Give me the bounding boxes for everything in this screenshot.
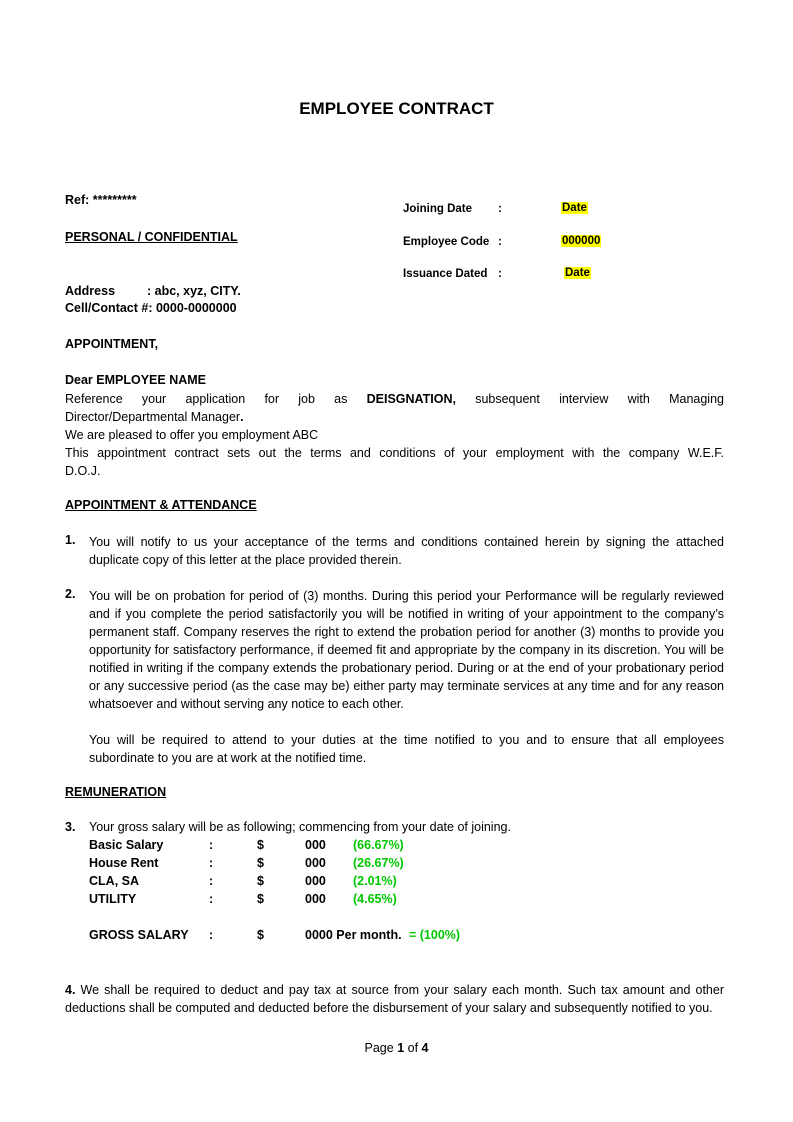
item-4: [65, 981, 724, 1017]
total-pages: 4: [421, 1041, 429, 1055]
terms-text-line2: D.O.J.: [65, 464, 101, 478]
salary-amount: 000: [305, 874, 326, 888]
salary-amount: 000: [305, 892, 326, 906]
salary-currency: $: [257, 874, 264, 888]
offer-text: We are pleased to offer you employment ABC: [65, 428, 319, 442]
item-number-1: 1.: [65, 533, 76, 547]
page-footer: [0, 1041, 793, 1055]
salary-currency: $: [257, 838, 264, 852]
salary-label: House Rent: [89, 856, 159, 870]
reference-paragraph-line1: [65, 390, 724, 408]
reference-text-post: subsequent interview with Managing: [475, 392, 724, 406]
item-text-2: You will be on probation for period of (3) months. During this period your Performance will be regularly reviewed and if you complete the period satisfactorily you will be notified in writing of your appointment to the company’s permanent staff. Company reserves the right to extend the probation period for another (3) months to provide you opportunity for satisfactory performance, if deemed fit and appropriate by the company in its discretion. You will be notified in writing if the company extends the probationary period. During or at the end of your probationary period or any successive period (as the case may be) either party may terminate services at any time and for any reason whatsoever and without serving any notice to each other.: [89, 589, 724, 711]
contact-number: Cell/Contact #: 0000-0000000: [65, 301, 237, 315]
terms-text-line1: This appointment contract sets out the terms and conditions of your employment with the company W.E.F.: [65, 446, 724, 460]
item-number-3: 3.: [65, 820, 76, 834]
address-value: : abc, xyz, CITY.: [147, 284, 241, 298]
employee-code-label: Employee Code: [403, 236, 490, 248]
item-text-2b: You will be required to attend to your duties at the time notified to you and to ensure that all employees subordinate to you are at work at the notified time.: [89, 733, 724, 765]
of-word: of: [407, 1041, 419, 1055]
appointment-heading: APPOINTMENT,: [65, 337, 159, 351]
reference-text-dot: .: [240, 410, 244, 424]
gross-salary-currency: $: [257, 928, 264, 942]
greeting: Dear EMPLOYEE NAME: [65, 373, 207, 387]
salary-label: CLA, SA: [89, 874, 139, 888]
joining-date-colon: :: [498, 203, 502, 215]
salary-colon: :: [209, 892, 214, 906]
salary-colon: :: [209, 856, 214, 870]
item-text-3: Your gross salary will be as following; commencing from your date of joining.: [89, 820, 511, 834]
gross-salary-label: GROSS SALARY: [89, 928, 189, 942]
salary-amount: 000: [305, 838, 326, 852]
page-word: Page: [364, 1041, 394, 1055]
gross-salary-amount: 0000 Per month.: [305, 928, 402, 942]
confidential-label: PERSONAL / CONFIDENTIAL: [65, 230, 238, 244]
salary-currency: $: [257, 856, 264, 870]
salary-amount: 000: [305, 856, 326, 870]
issuance-date-colon: :: [498, 268, 502, 280]
section-remuneration: REMUNERATION: [65, 785, 167, 799]
salary-percentage: (66.67%): [353, 838, 404, 852]
employee-code-colon: :: [498, 236, 502, 248]
current-page: 1: [397, 1041, 405, 1055]
salary-label: Basic Salary: [89, 838, 164, 852]
salary-colon: :: [209, 838, 214, 852]
reference-number: Ref: *********: [65, 193, 137, 207]
page-title: EMPLOYEE CONTRACT: [299, 99, 494, 118]
designation: DEISGNATION,: [366, 392, 456, 406]
item-text-1: You will notify to us your acceptance of the terms and conditions contained herein by signing the attached duplicate copy of this letter at the place provided therein.: [89, 535, 724, 567]
gross-salary-colon: :: [209, 928, 214, 942]
joining-date-value: Date: [562, 202, 587, 214]
salary-percentage: (4.65%): [353, 892, 397, 906]
joining-date-label: Joining Date: [403, 203, 473, 215]
reference-text-line2: Director/Departmental Manager: [65, 410, 241, 424]
item-number-2: 2.: [65, 587, 76, 601]
item-text-4: We shall be required to deduct and pay tax at source from your salary each month. Such tax amount and other deductions shall be computed and deducted before the disbursement of your salary and subsequently notified to you.: [65, 983, 724, 1015]
item-number-4: 4.: [65, 983, 76, 997]
salary-percentage: (26.67%): [353, 856, 404, 870]
salary-percentage: (2.01%): [353, 874, 397, 888]
section-appointment-attendance: APPOINTMENT & ATTENDANCE: [65, 498, 257, 512]
gross-salary-percentage: = (100%): [409, 928, 461, 942]
address-label: Address: [65, 284, 116, 298]
employee-code-value: 000000: [562, 235, 601, 247]
issuance-date-value: Date: [565, 267, 590, 279]
reference-paragraph-line2: [65, 408, 244, 426]
reference-text-pre: Reference your application for job as: [65, 392, 348, 406]
salary-label: UTILITY: [89, 892, 137, 906]
salary-colon: :: [209, 874, 214, 888]
salary-currency: $: [257, 892, 264, 906]
issuance-date-label: Issuance Dated: [403, 268, 488, 280]
